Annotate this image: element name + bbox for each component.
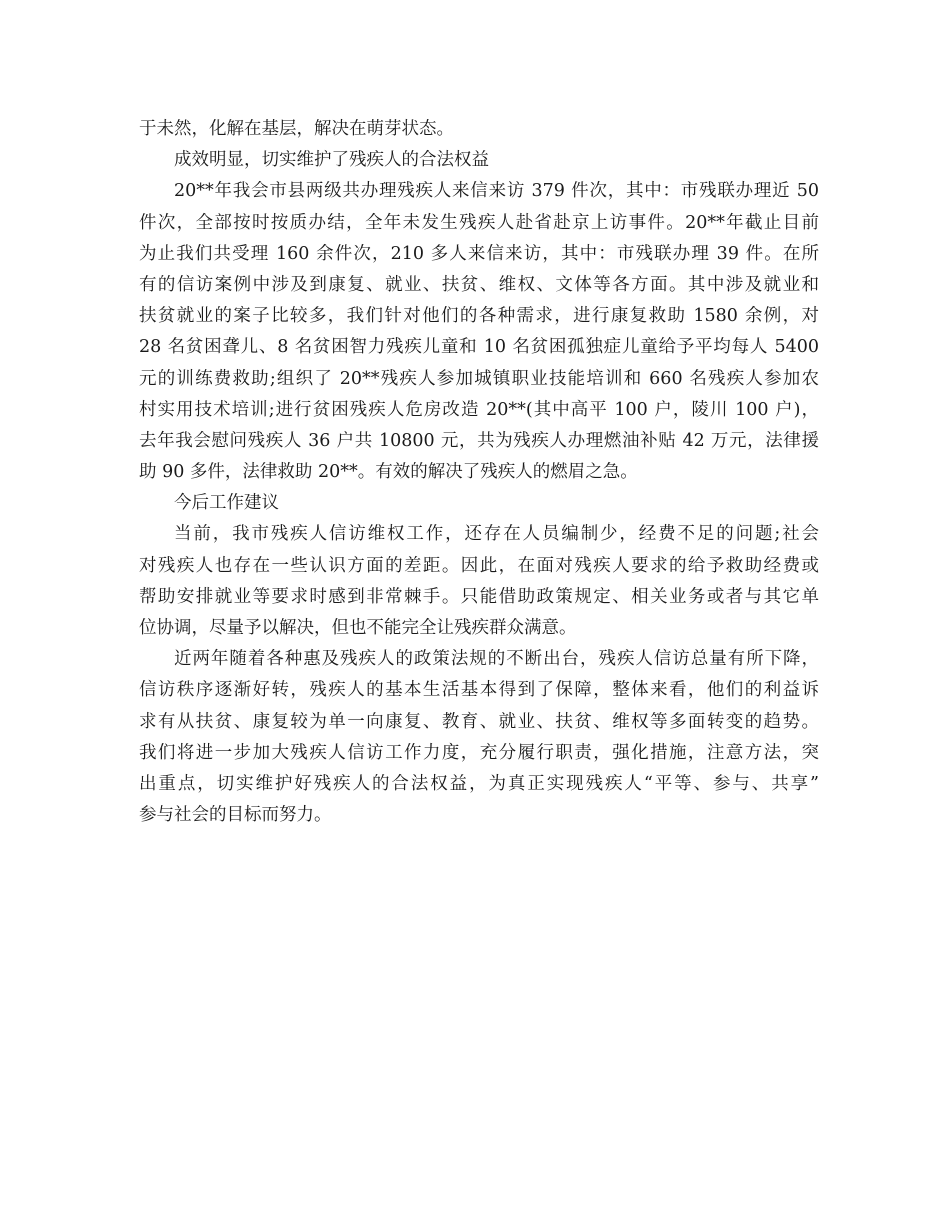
text-line: 28 名贫困聋儿、8 名贫困智力残疾儿童和 10 名贫困孤独症儿童给予平均每人 5400 xyxy=(139,337,819,358)
text-line: 求有从扶贫、康复较为单一向康复、教育、就业、扶贫、维权等多面转变的趋势。 xyxy=(139,711,819,732)
text-line: 件次，全部按时按质办结，全年未发生残疾人赴省赴京上访事件。20**年截止目前 xyxy=(139,212,819,233)
text-line: 去年我会慰问残疾人 36 户共 10800 元，共为残疾人办理燃油补贴 42 万元，法律援 xyxy=(139,430,819,451)
text-line: 对残疾人也存在一些认识方面的差距。因此，在面对残疾人要求的给予救助经费或 xyxy=(139,555,819,576)
text-line: 信访秩序逐渐好转，残疾人的基本生活基本得到了保障，整体来看，他们的利益诉 xyxy=(139,680,819,701)
text-line: 扶贫就业的案子比较多，我们针对他们的各种需求，进行康复救助 1580 余例，对 xyxy=(139,306,819,327)
text-line: 元的训练费救助;组织了 20**残疾人参加城镇职业技能培训和 660 名残疾人参加农 xyxy=(139,368,819,389)
text-line: 近两年随着各种惠及残疾人的政策法规的不断出台，残疾人信访总量有所下降， xyxy=(174,649,819,670)
text-line: 20**年我会市县两级共办理残疾人来信来访 379 件次，其中：市残联办理近 50 xyxy=(174,181,819,202)
text-line: 当前，我市残疾人信访维权工作，还存在人员编制少，经费不足的问题;社会 xyxy=(174,524,819,545)
text-line: 有的信访案例中涉及到康复、就业、扶贫、维权、文体等各方面。其中涉及就业和 xyxy=(139,274,819,295)
text-line: 于未然，化解在基层，解决在萌芽状态。 xyxy=(139,119,454,139)
text-line: 成效明显，切实维护了残疾人的合法权益 xyxy=(174,150,489,171)
text-line: 今后工作建议 xyxy=(174,493,279,514)
text-line: 村实用技术培训;进行贫困残疾人危房改造 20**(其中高平 100 户，陵川 100 户)， xyxy=(139,399,819,420)
text-line: 参与社会的目标而努力。 xyxy=(139,805,332,826)
text-line: 为止我们共受理 160 余件次，210 多人来信来访，其中：市残联办理 39 件。在所 xyxy=(139,243,819,264)
text-line: 位协调，尽量予以解决，但也不能完全让残疾群众满意。 xyxy=(139,618,577,638)
text-line: 帮助安排就业等要求时感到非常棘手。只能借助政策规定、相关业务或者与其它单 xyxy=(139,586,819,607)
document-body xyxy=(139,114,819,831)
text-line: 出重点，切实维护好残疾人的合法权益，为真正实现残疾人“平等、参与、共享” xyxy=(139,773,819,794)
text-line: 助 90 多件，法律救助 20**。有效的解决了残疾人的燃眉之急。 xyxy=(139,462,638,483)
text-line: 我们将进一步加大残疾人信访工作力度，充分履行职责，强化措施，注意方法，突 xyxy=(139,742,819,763)
